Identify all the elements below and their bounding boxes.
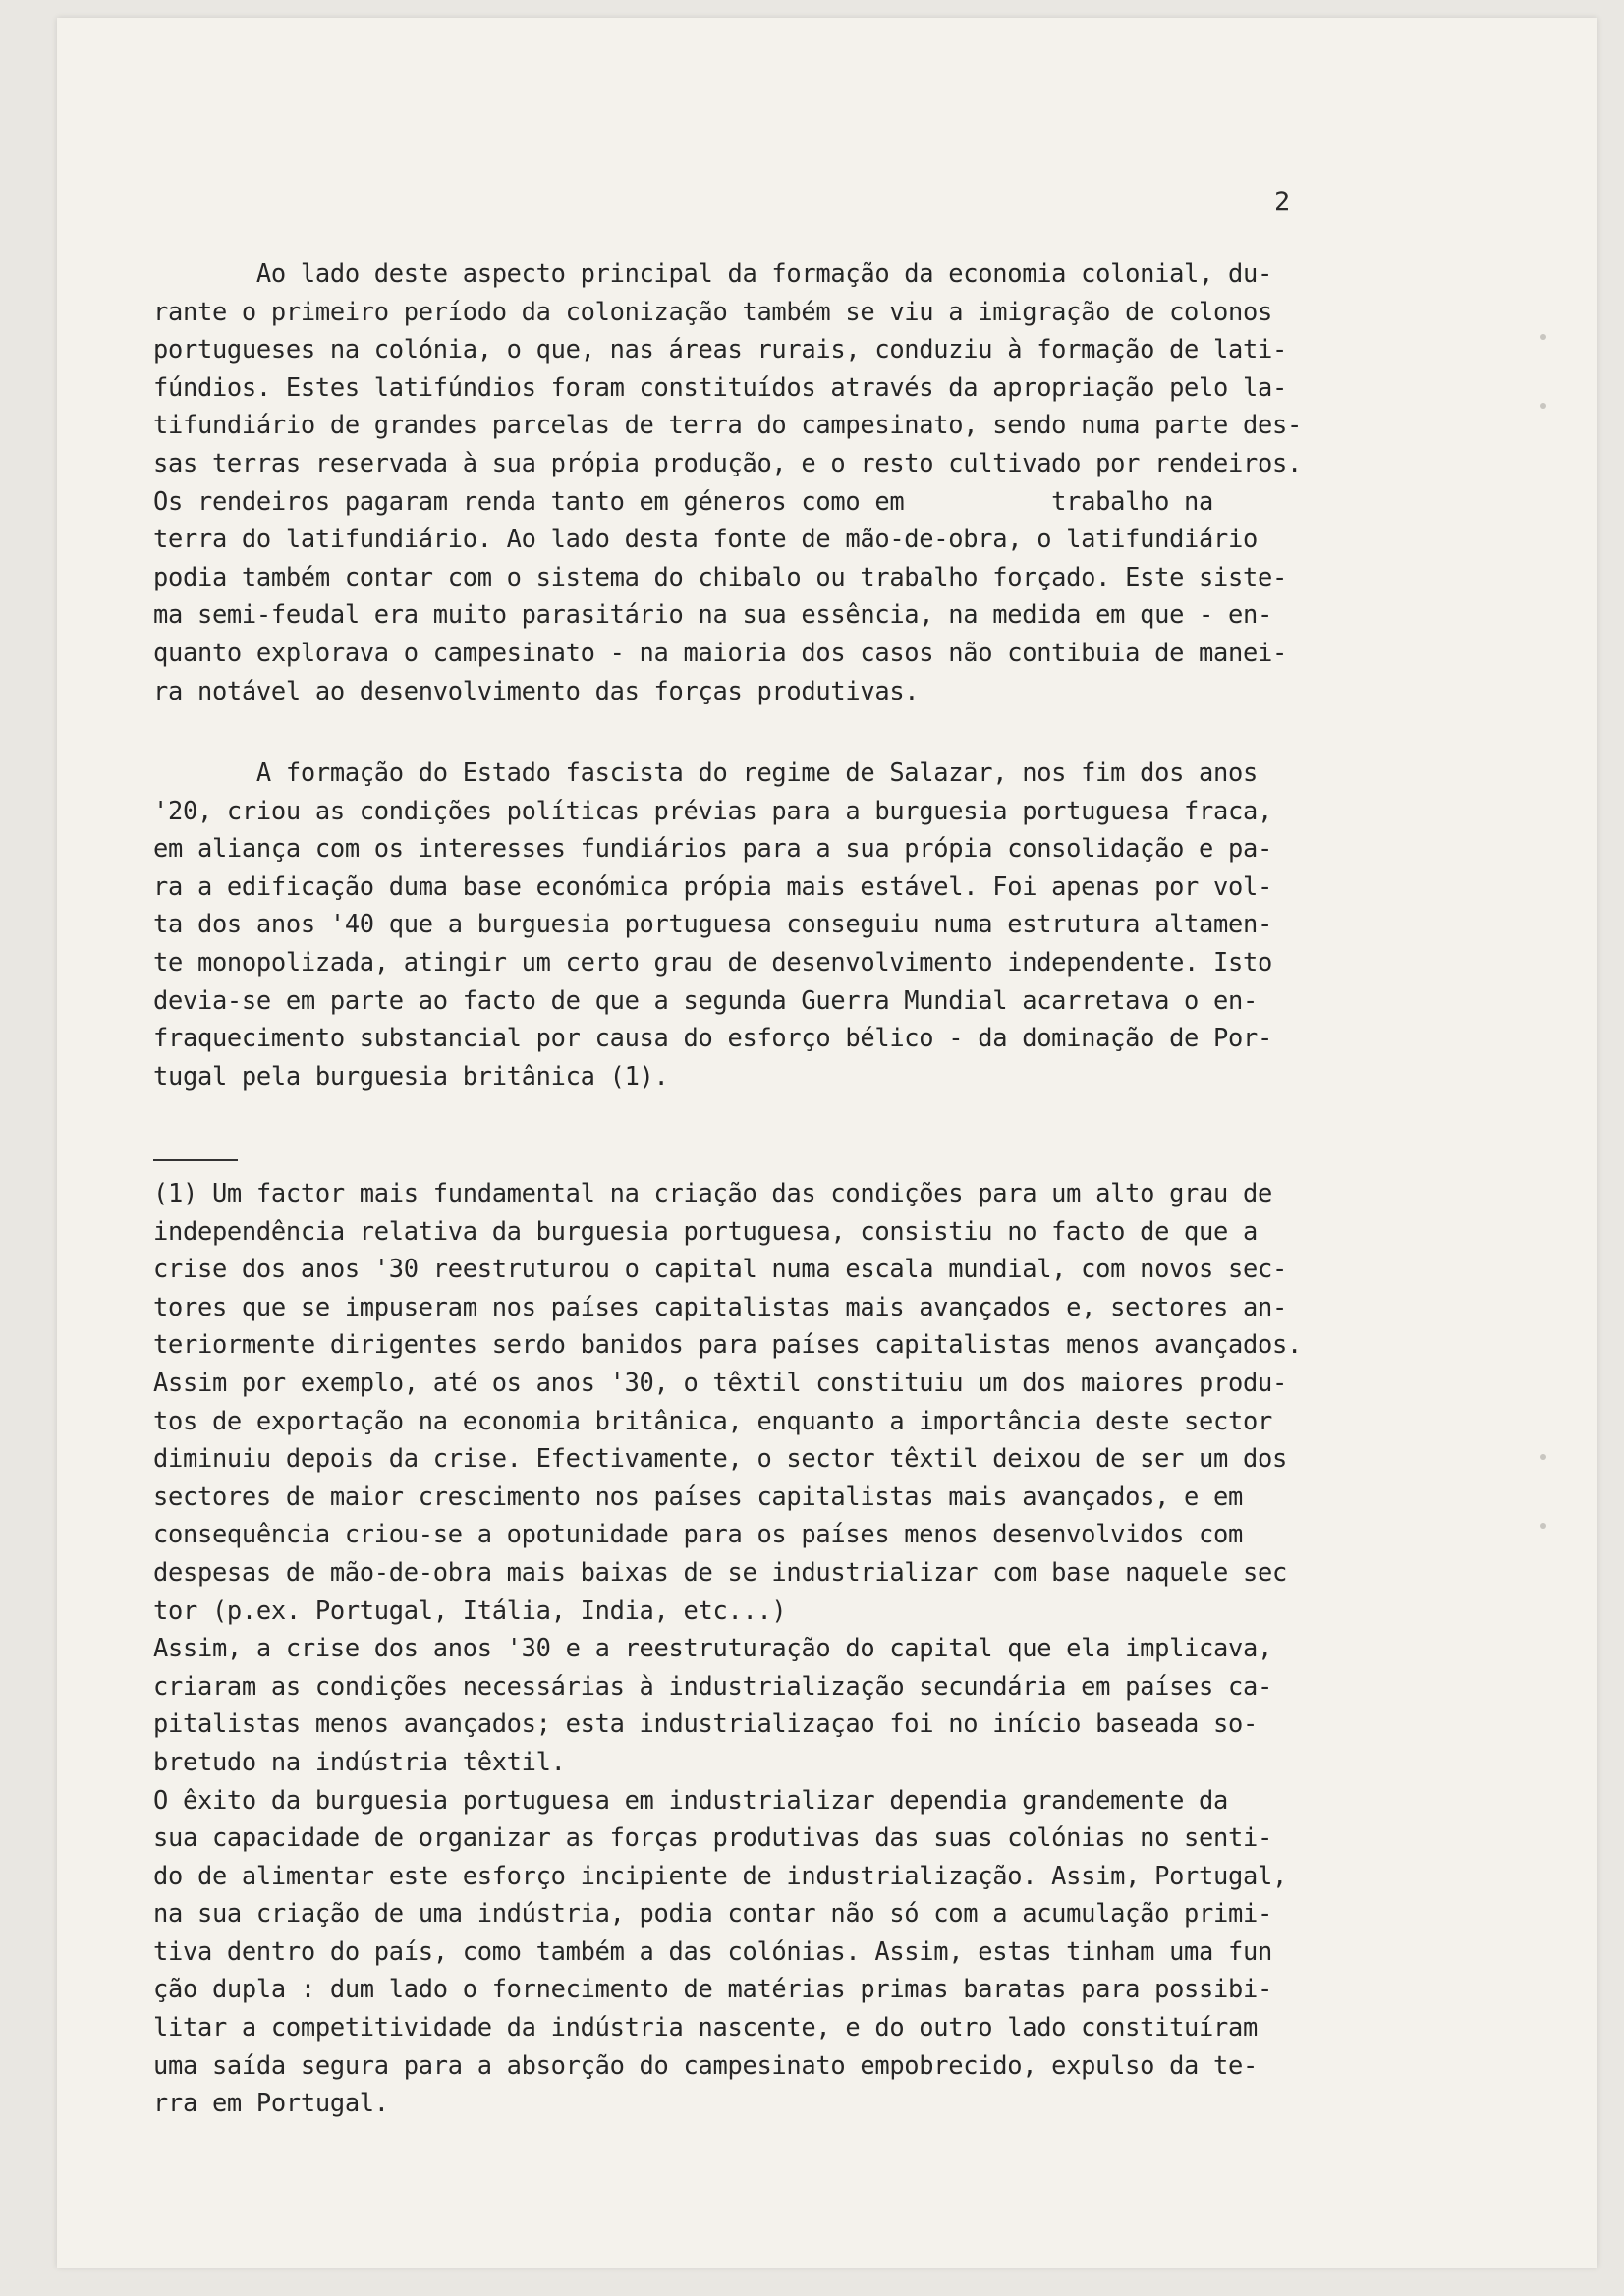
footnote-line: pitalistas menos avançados; esta industrializaçao foi no início baseada so- (153, 1708, 1258, 1739)
text-line: ta dos anos '40 que a burguesia portuguesa conseguiu numa estrutura altamen- (153, 909, 1272, 939)
text-line: fúndios. Estes latifúndios foram constituídos através da apropriação pelo la- (153, 371, 1287, 402)
footnote-line: criaram as condições necessárias à industrialização secundária em países ca- (153, 1670, 1272, 1701)
footnote-line: consequência criou-se a opotunidade para os países menos desenvolvidos com (153, 1519, 1243, 1549)
footnote-line: Assim por exemplo, até os anos '30, o têxtil constituiu um dos maiores produ- (153, 1367, 1287, 1397)
footnote-line: tor (p.ex. Portugal, Itália, India, etc...) (153, 1595, 787, 1625)
text-line: Ao lado deste aspecto principal da formação da economia colonial, du- (153, 258, 1272, 288)
footnote (153, 1174, 1302, 2122)
text-line: fraquecimento substancial por causa do esforço bélico - da dominação de Por- (153, 1023, 1272, 1053)
text-line: podia também contar com o sistema do chibalo ou trabalho forçado. Este siste- (153, 561, 1287, 591)
text-line: quanto explorava o campesinato - na maioria dos casos não contibuia de manei- (153, 637, 1287, 667)
footnote-separator (153, 1159, 238, 1161)
footnote-line: na sua criação de uma indústria, podia contar não só com a acumulação primi- (153, 1898, 1272, 1929)
footnote-line: diminuiu depois da crise. Efectivamente, o sector têxtil deixou de ser um dos (153, 1443, 1287, 1474)
footnote-line: rra em Portugal. (153, 2088, 389, 2118)
punch-mark (1540, 403, 1546, 409)
text-line: portugueses na colónia, o que, nas áreas rurais, conduziu à formação de lati- (153, 334, 1287, 364)
text-line: A formação do Estado fascista do regime de Salazar, nos fim dos anos (153, 757, 1258, 787)
footnote-line: tiva dentro do país, como também a das colónias. Assim, estas tinham uma fun (153, 1935, 1272, 1966)
footnote-line: (1) Um factor mais fundamental na criação das condições para um alto grau de (153, 1178, 1272, 1207)
punch-mark (1540, 1523, 1546, 1529)
punch-mark (1540, 334, 1546, 340)
text-line: tugal pela burguesia britânica (1). (153, 1060, 669, 1091)
text-line: '20, criou as condições políticas prévias para a burguesia portuguesa fraca, (153, 795, 1272, 825)
text-line: ra a edificação duma base económica própia mais estável. Foi apenas por vol- (153, 870, 1272, 901)
footnote-line: sua capacidade de organizar as forças produtivas das suas colónias no senti- (153, 1822, 1272, 1853)
footnote-line: ção dupla : dum lado o fornecimento de matérias primas baratas para possibi- (153, 1974, 1272, 2004)
text-line: ma semi-feudal era muito parasitário na sua essência, na medida em que - en- (153, 599, 1272, 630)
text-line: tifundiário de grandes parcelas de terra do campesinato, sendo numa parte des- (153, 410, 1302, 440)
text-line: Os rendeiros pagaram renda tanto em géneros como em trabalho na (153, 485, 1214, 516)
text-line: rante o primeiro período da colonização também se viu a imigração de colonos (153, 296, 1272, 326)
paragraph-estado-fascista (153, 754, 1272, 1094)
footnote-line: uma saída segura para a absorção do campesinato empobrecido, expulso da te- (153, 2049, 1258, 2080)
text-line: te monopolizada, atingir um certo grau de desenvolvimento independente. Isto (153, 946, 1272, 977)
footnote-line: despesas de mão-de-obra mais baixas de se industrializar com base naquele sec (153, 1556, 1287, 1587)
footnote-line: bretudo na indústria têxtil. (153, 1746, 566, 1776)
footnote-line: sectores de maior crescimento nos países capitalistas mais avançados, e em (153, 1481, 1243, 1511)
text-line: devia-se em parte ao facto de que a segunda Guerra Mundial acarretava o en- (153, 984, 1258, 1015)
footnote-line: crise dos anos '30 reestruturou o capital numa escala mundial, com novos sec- (153, 1254, 1287, 1284)
footnote-line: do de alimentar este esforço incipiente de industrialização. Assim, Portugal, (153, 1860, 1287, 1890)
text-line: em aliança com os interesses fundiários para a sua própia consolidação e pa- (153, 833, 1272, 864)
page-number: 2 (1274, 187, 1291, 217)
text-line: sas terras reservada à sua própia produção, e o resto cultivado por rendeiros. (153, 447, 1302, 477)
footnote-line: tores que se impuseram nos países capitalistas mais avançados e, sectores an- (153, 1291, 1287, 1321)
paragraph-latifundios (153, 254, 1302, 709)
footnote-line: tos de exportação na economia britânica, enquanto a importância deste sector (153, 1405, 1272, 1435)
text-line: ra notável ao desenvolvimento das forças produtivas. (153, 675, 920, 705)
footnote-line: Assim, a crise dos anos '30 e a reestruturação do capital que ela implicava, (153, 1633, 1272, 1663)
footnote-line: O êxito da burguesia portuguesa em industrializar dependia grandemente da (153, 1784, 1229, 1815)
footnote-line: independência relativa da burguesia portuguesa, consistiu no facto de que a (153, 1215, 1258, 1246)
punch-mark (1540, 1454, 1546, 1460)
text-line: terra do latifundiário. Ao lado desta fonte de mão-de-obra, o latifundiário (153, 524, 1258, 554)
footnote-line: litar a competitividade da indústria nascente, e do outro lado constituíram (153, 2012, 1258, 2043)
footnote-line: teriormente dirigentes serdo banidos para países capitalistas menos avançados. (153, 1329, 1302, 1360)
